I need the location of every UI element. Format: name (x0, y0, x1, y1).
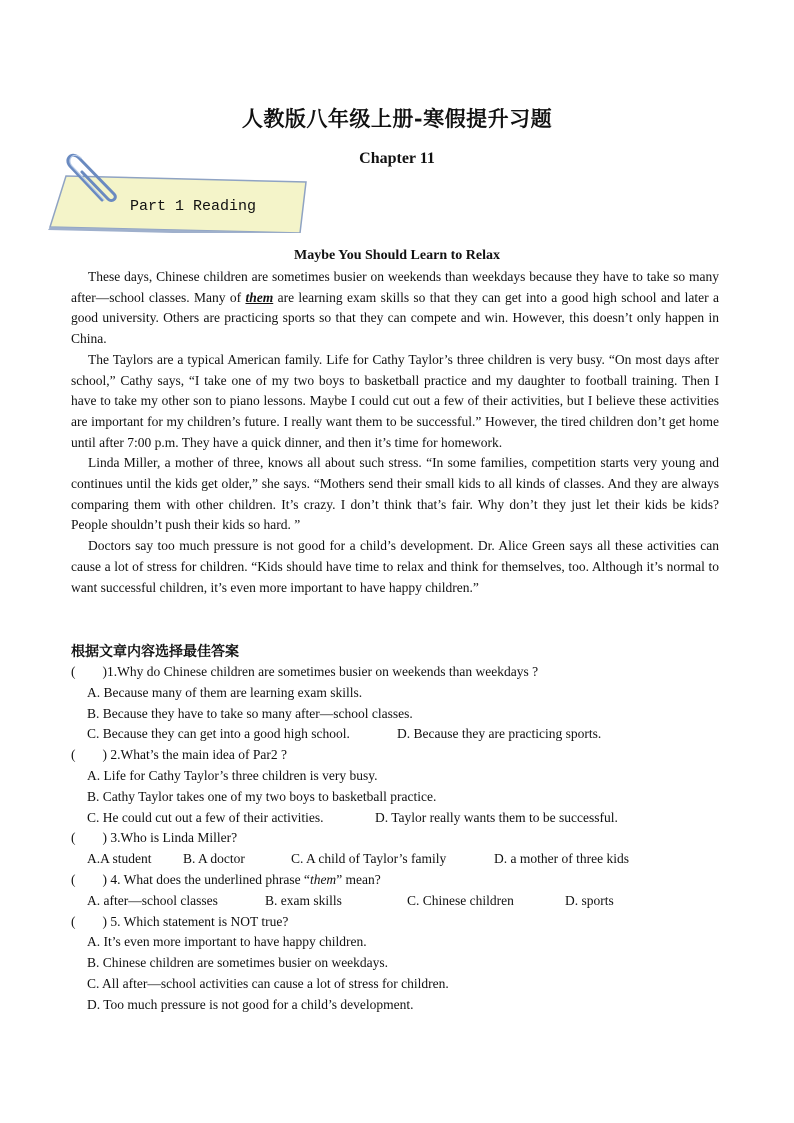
question-3-option-d: D. a mother of three kids (494, 851, 629, 867)
question-4-stem: ( ) 4. What does the underlined phrase “them” mean? (71, 871, 381, 887)
paragraph-4: Doctors say too much pressure is not good for a child’s development. Dr. Alice Green says all these activities can cause a lot of stress for children. “Kids should have time to relax and think for themselves, too. Although it’s normal to want successful children, it’s even more important to have happy children.” (71, 538, 719, 595)
question-1-option-d: D. Because they are practicing sports. (397, 726, 602, 742)
question-1-option-a: A. Because many of them are learning exam skills. (87, 684, 363, 700)
question-2-option-d: D. Taylor really wants them to be successful. (375, 809, 618, 825)
question-1-option-c: C. Because they can get into a good high school. (87, 726, 350, 742)
article-title: Maybe You Should Learn to Relax (293, 248, 500, 263)
section-label: Part 1 Reading (130, 198, 257, 215)
question-5-option-d: D. Too much pressure is not good for a child’s development. (87, 996, 414, 1012)
question-5-stem: ( ) 5. Which statement is NOT true? (71, 913, 289, 929)
question-3-option-c: C. A child of Taylor’s family (291, 851, 447, 867)
chapter-heading: Chapter 11 (359, 150, 435, 167)
paragraph-3: Linda Miller, a mother of three, knows all about such stress. “In some families, competition starts very young and continues until the kids get older,” she says. “Mothers send their small kids to all kinds of classes. And they are always comparing them with other children. It’s crazy. I don’t think that’s fair. Why don’t they just let their kids be kids? People shouldn’t push their kids so hard. ” (71, 455, 719, 533)
question-5-option-a: A. It’s even more important to have happy children. (87, 934, 367, 950)
question-3-option-b: B. A doctor (183, 851, 245, 867)
question-4-options (71, 891, 731, 912)
paragraph-2: The Taylors are a typical American family. Life for Cathy Taylor’s three children is very busy. “On most days after school,” Cathy says, “I take one of my two boys to basketball practice and my daughter to football training. Then I have to take my other son to piano lessons. Maybe I could cut out a few of their activities, but I believe these activities are important for my children’s future. I really want them to be successful.” However, the tired children don’t get home until after 7:00 p.m. They have a quick dinner, and then it’s time for homework. (71, 351, 719, 450)
question-3-option-a: A.A student (87, 851, 152, 867)
question-1-option-b: B. Because they have to take so many after—school classes. (87, 705, 413, 721)
article-body (71, 267, 719, 598)
question-1-options-cd (71, 724, 731, 745)
question-4-option-a: A. after—school classes (87, 892, 218, 908)
paragraph-1: These days, Chinese children are sometimes busier on weekends than weekdays because they have to take so many after—school classes. Many of them are learning exam skills so that they can get into a good high school and later a good university. Others are practicing sports so that they can compete and win. However, this doesn’t only happen in China. (71, 269, 719, 347)
question-1-stem: ( )1.Why do Chinese children are sometimes busier on weekends than weekdays ? (71, 664, 539, 679)
question-2-option-c: C. He could cut out a few of their activities. (87, 809, 324, 825)
question-4-option-d: D. sports (565, 892, 614, 908)
question-5-option-b: B. Chinese children are sometimes busier on weekdays. (87, 955, 389, 971)
question-4-option-b: B. exam skills (265, 892, 342, 908)
question-5-option-c: C. All after—school activities can cause a lot of stress for children. (87, 975, 449, 991)
question-4-option-c: C. Chinese children (407, 892, 514, 908)
question-2-options-cd (71, 808, 731, 829)
questions-list (71, 662, 731, 1016)
question-4-italic-word: them (309, 871, 337, 887)
question-3-stem: ( ) 3.Who is Linda Miller? (71, 830, 238, 846)
paperclip-banner (44, 148, 309, 233)
question-3-options (71, 849, 731, 870)
instruction-heading: 根据文章内容选择最佳答案 (71, 644, 239, 660)
question-2-stem: ( ) 2.What’s the main idea of Par2 ? (71, 747, 287, 763)
page-title: 人教版八年级上册-寒假提升习题 (241, 106, 553, 131)
question-2-option-b: B. Cathy Taylor takes one of my two boys to basketball practice. (87, 788, 437, 804)
question-2-option-a: A. Life for Cathy Taylor’s three children is very busy. (87, 767, 378, 783)
underlined-word: them (245, 289, 274, 305)
